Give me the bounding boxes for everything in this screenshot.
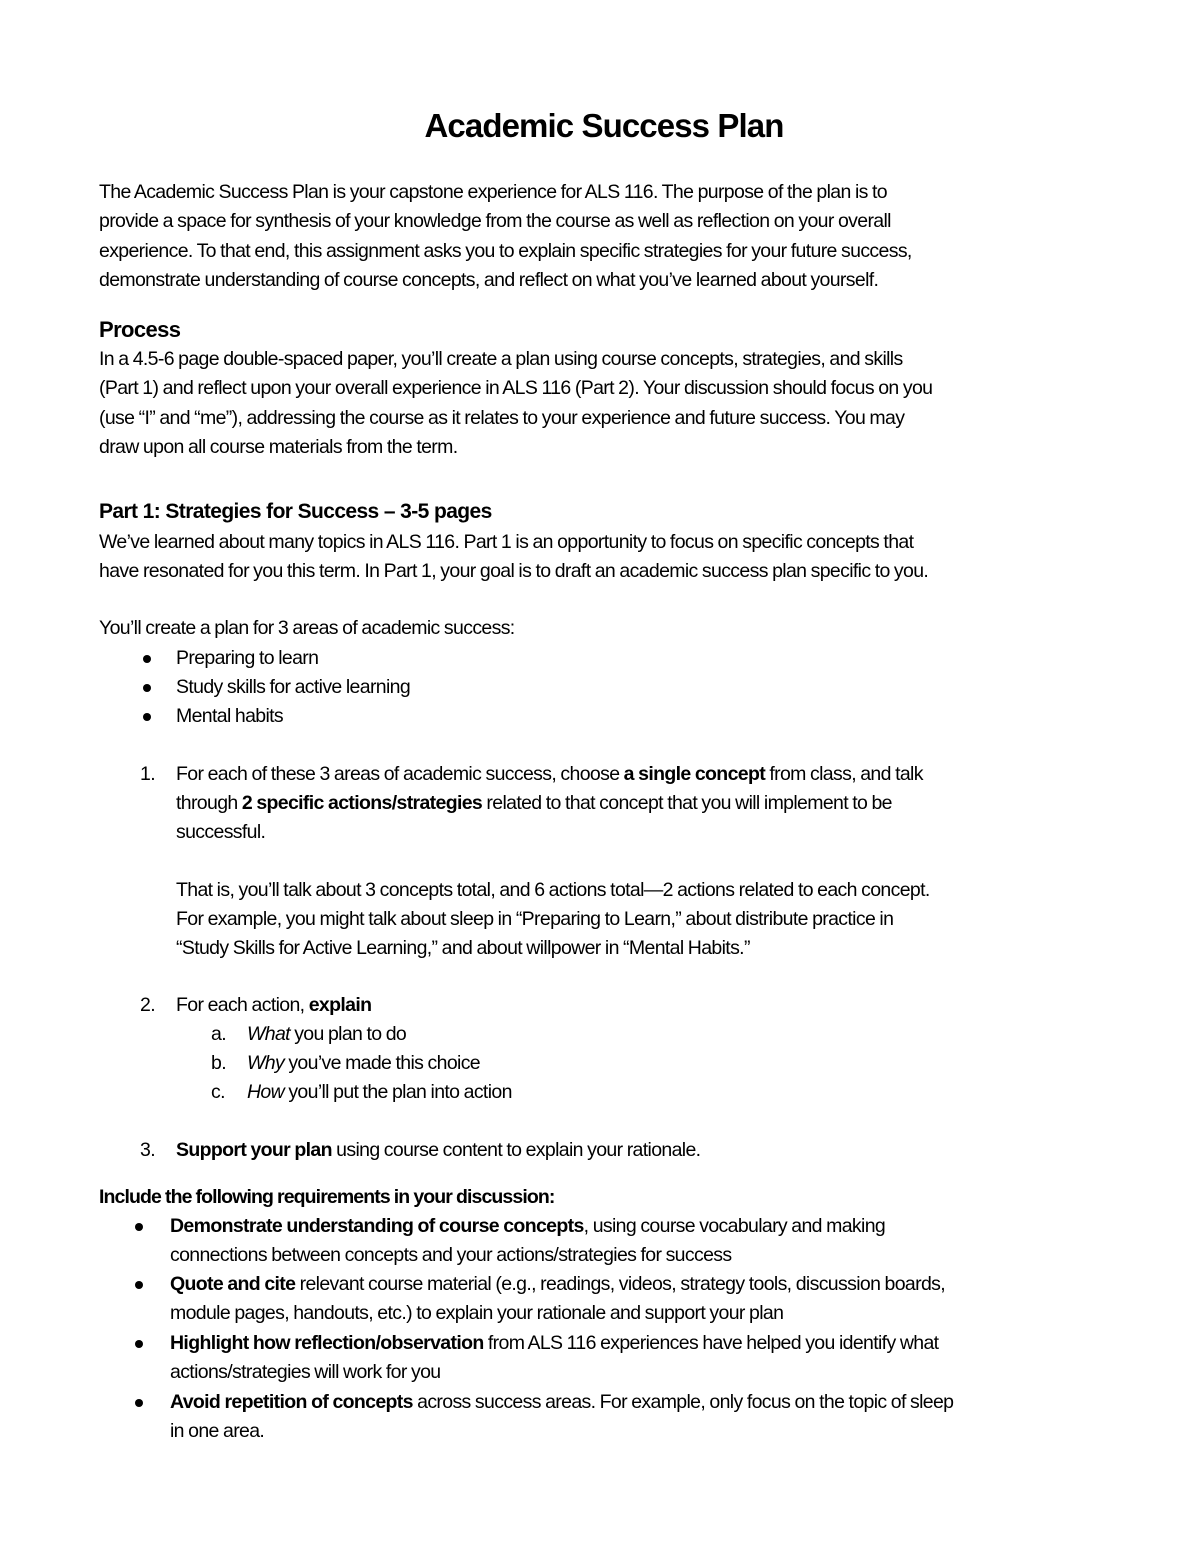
bullet-icon [143, 713, 151, 721]
requirements-heading: Include the following requirements in your discussion: [99, 1186, 555, 1208]
sub-letter: b. [211, 1052, 226, 1074]
step-line: successful. [176, 821, 266, 843]
bullet-icon [135, 1281, 143, 1289]
step-note-line: That is, you’ll talk about 3 concepts total, and 6 actions total—2 actions related to each concept. [176, 879, 930, 901]
process-line: draw upon all course materials from the term. [99, 435, 458, 458]
step-number: 3. [140, 1139, 155, 1161]
process-paragraph [99, 345, 932, 462]
intro-paragraph [99, 178, 912, 295]
step-note-line: “Study Skills for Active Learning,” and about willpower in “Mental Habits.” [176, 937, 750, 959]
step-number: 1. [140, 763, 155, 785]
bullet-icon [135, 1223, 143, 1231]
step-line: For each action, explain [176, 994, 372, 1016]
step-note-line: For example, you might talk about sleep in “Preparing to Learn,” about distribute practice in [176, 908, 894, 930]
bullet-icon [143, 655, 151, 663]
intro-line: experience. To that end, this assignment asks you to explain specific strategies for your future success, [99, 239, 912, 262]
intro-line: demonstrate understanding of course concepts, and reflect on what you’ve learned about yourself. [99, 268, 879, 291]
bullet-icon [135, 1340, 143, 1348]
part1-heading: Part 1: Strategies for Success – 3-5 pages [99, 500, 492, 523]
requirement-line: connections between concepts and your actions/strategies for success [170, 1244, 732, 1266]
intro-line: The Academic Success Plan is your capstone experience for ALS 116. The purpose of the plan is to [99, 181, 887, 203]
sub-letter: a. [211, 1023, 226, 1045]
area-label: Mental habits [176, 705, 284, 727]
bullet-icon [143, 684, 151, 692]
sub-text: How you’ll put the plan into action [247, 1081, 512, 1103]
requirement-line: Quote and cite relevant course material (e.g., readings, videos, strategy tools, discussion boards, [170, 1273, 946, 1295]
sub-letter: c. [211, 1081, 225, 1103]
part1-line: have resonated for you this term. In Part 1, your goal is to draft an academic success plan specific to you. [99, 560, 929, 583]
page-title: Academic Success Plan [424, 107, 784, 144]
step-line: For each of these 3 areas of academic success, choose a single concept from class, and talk [176, 763, 923, 785]
step-line: Support your plan using course content to explain your rationale. [176, 1139, 701, 1161]
process-line: (use “I” and “me”), addressing the course as it relates to your experience and future success. You may [99, 406, 905, 429]
requirement-line: Highlight how reflection/observation from ALS 116 experiences have helped you identify what [170, 1332, 939, 1354]
areas-intro: You’ll create a plan for 3 areas of academic success: [99, 617, 515, 639]
requirement-line: module pages, handouts, etc.) to explain your rationale and support your plan [170, 1302, 784, 1324]
area-label: Preparing to learn [176, 647, 319, 669]
requirement-line: actions/strategies will work for you [170, 1361, 441, 1383]
intro-line: provide a space for synthesis of your knowledge from the course as well as reflection on your overall [99, 210, 891, 233]
area-label: Study skills for active learning [176, 676, 411, 698]
requirement-line: Avoid repetition of concepts across success areas. For example, only focus on the topic of sleep [170, 1391, 954, 1413]
requirement-line: in one area. [170, 1420, 265, 1442]
process-heading: Process [99, 317, 181, 342]
sub-text: What you plan to do [247, 1023, 407, 1045]
requirement-line: Demonstrate understanding of course concepts, using course vocabulary and making [170, 1215, 886, 1237]
part1-line: We’ve learned about many topics in ALS 116. Part 1 is an opportunity to focus on specific concepts that [99, 531, 914, 553]
process-line: In a 4.5-6 page double-spaced paper, you’ll create a plan using course concepts, strategies, and skills [99, 348, 903, 370]
step-line: through 2 specific actions/strategies related to that concept that you will implement to be [176, 792, 892, 814]
sub-text: Why you’ve made this choice [247, 1052, 480, 1074]
part1-paragraph [99, 528, 928, 587]
process-line: (Part 1) and reflect upon your overall experience in ALS 116 (Part 2). Your discussion should focus on you [99, 377, 933, 400]
step-number: 2. [140, 994, 155, 1016]
bullet-icon [135, 1399, 143, 1407]
